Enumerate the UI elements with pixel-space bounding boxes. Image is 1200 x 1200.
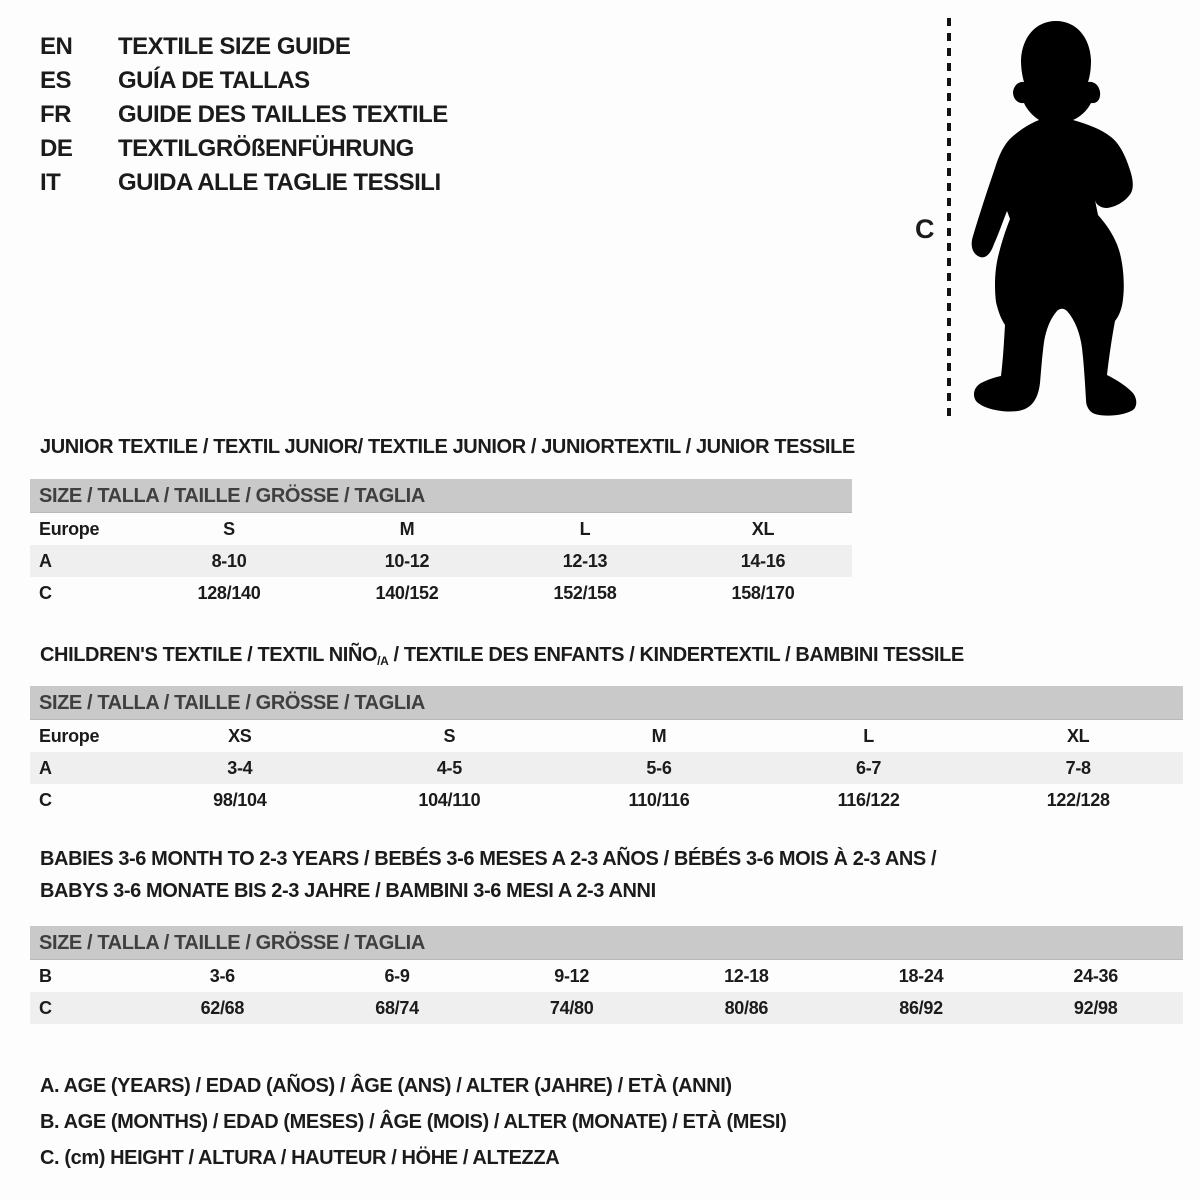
size-cell: 116/122 — [837, 789, 900, 810]
children-title-main: CHILDREN'S TEXTILE / TEXTIL NIÑO — [40, 644, 378, 666]
table-row-age-years — [30, 545, 852, 577]
size-cell: 110/116 — [628, 789, 690, 810]
size-cell: 74/80 — [549, 997, 594, 1018]
table-row-age-months — [30, 960, 1183, 992]
babies-size-table — [30, 926, 1183, 1024]
page-title-es: GUÍA DE TALLAS — [118, 67, 310, 94]
page-title-en: TEXTILE SIZE GUIDE — [118, 33, 351, 60]
size-cell: 128/140 — [197, 582, 261, 603]
row-label: Europe — [39, 518, 100, 539]
size-cell: 68/74 — [375, 997, 419, 1018]
row-label: A — [39, 757, 52, 778]
size-cell: 10-12 — [384, 550, 430, 571]
height-measure-label: C — [915, 214, 935, 244]
size-cell: 62/68 — [200, 997, 245, 1018]
toddler-silhouette-icon — [963, 14, 1140, 421]
language-row-en — [40, 30, 448, 64]
babies-title-line2: BABYS 3-6 MONATE BIS 2-3 JAHRE / BAMBINI 3-6 MESI A 2-3 ANNI — [40, 880, 656, 902]
table-row-europe — [30, 720, 1183, 752]
language-row-it — [40, 166, 448, 200]
size-cell: 140/152 — [375, 582, 439, 603]
language-code: IT — [40, 169, 61, 196]
row-label: C — [39, 997, 52, 1018]
size-cell: 8-10 — [211, 550, 247, 571]
size-table-header: SIZE / TALLA / TAILLE / GRÖSSE / TAGLIA — [30, 479, 852, 513]
size-cell: 98/104 — [213, 789, 267, 810]
legend-age-months: B. AGE (MONTHS) / EDAD (MESES) / ÂGE (MOIS) / ALTER (MONATE) / ETÀ (MESI) — [40, 1111, 787, 1133]
page-title-de: TEXTILGRÖßENFÜHRUNG — [118, 135, 414, 162]
children-size-table — [30, 686, 1183, 816]
size-cell: M — [399, 518, 415, 539]
page-title-fr: GUIDE DES TAILLES TEXTILE — [118, 101, 448, 128]
size-cell: 12-13 — [562, 550, 608, 571]
table-row-height — [30, 577, 852, 609]
size-table-header: SIZE / TALLA / TAILLE / GRÖSSE / TAGLIA — [30, 926, 1183, 960]
size-cell: 92/98 — [1073, 997, 1118, 1018]
size-cell: 24-36 — [1073, 965, 1118, 986]
language-row-es — [40, 64, 448, 98]
size-cell: 12-18 — [724, 965, 769, 986]
language-code: DE — [40, 135, 73, 162]
size-cell: 6-7 — [856, 757, 882, 778]
measure-legend — [40, 1068, 786, 1176]
size-cell: M — [651, 725, 667, 746]
size-cell: 122/128 — [1046, 789, 1110, 810]
legend-age-years: A. AGE (YEARS) / EDAD (AÑOS) / ÂGE (ANS) / ALTER (JAHRE) / ETÀ (ANNI) — [40, 1075, 732, 1097]
row-label: C — [39, 789, 52, 810]
size-cell: 86/92 — [899, 997, 943, 1018]
language-code: EN — [40, 33, 73, 60]
size-cell: 14-16 — [740, 550, 786, 571]
size-cell: XS — [228, 725, 252, 746]
table-row-age-years — [30, 752, 1183, 784]
size-cell: 158/170 — [731, 582, 795, 603]
size-cell: 9-12 — [554, 965, 590, 986]
size-cell: 152/158 — [553, 582, 617, 603]
junior-section-title: JUNIOR TEXTILE / TEXTIL JUNIOR/ TEXTILE JUNIOR / JUNIORTEXTIL / JUNIOR TESSILE — [40, 436, 855, 458]
size-cell: 104/110 — [418, 789, 481, 810]
size-cell: 4-5 — [436, 757, 462, 778]
row-label: A — [39, 550, 52, 571]
size-cell: 7-8 — [1065, 757, 1091, 778]
size-cell: S — [443, 725, 456, 746]
size-cell: L — [579, 518, 591, 539]
language-code: ES — [40, 67, 72, 94]
size-table-header: SIZE / TALLA / TAILLE / GRÖSSE / TAGLIA — [30, 686, 1183, 720]
size-cell: XL — [1066, 725, 1090, 746]
size-cell: 3-6 — [209, 965, 235, 986]
table-row-height — [30, 784, 1183, 816]
children-title-rest: / TEXTILE DES ENFANTS / KINDERTEXTIL / BAMBINI TESSILE — [388, 644, 964, 666]
language-row-de — [40, 132, 448, 166]
size-cell: S — [223, 518, 235, 539]
table-row-height — [30, 992, 1183, 1024]
size-cell: 80/86 — [724, 997, 769, 1018]
children-title-subscript: /A — [377, 654, 389, 668]
language-code: FR — [40, 101, 71, 128]
size-cell: L — [863, 725, 874, 746]
babies-section-title — [40, 843, 936, 907]
children-section-title — [40, 644, 964, 668]
row-label: B — [39, 965, 52, 986]
junior-size-table — [30, 479, 852, 609]
size-cell: 5-6 — [646, 757, 672, 778]
size-cell: XL — [751, 518, 775, 539]
size-cell: 6-9 — [384, 965, 410, 986]
size-cell: 18-24 — [898, 965, 944, 986]
height-measure-dashed-line — [947, 18, 951, 418]
legend-height: C. (cm) HEIGHT / ALTURA / HAUTEUR / HÖHE / ALTEZZA — [40, 1147, 560, 1169]
row-label: C — [39, 582, 52, 603]
table-row-europe — [30, 513, 852, 545]
size-cell: 3-4 — [227, 757, 253, 778]
language-title-list — [40, 30, 448, 200]
babies-title-line1: BABIES 3-6 MONTH TO 2-3 YEARS / BEBÉS 3-6 MESES A 2-3 AÑOS / BÉBÉS 3-6 MOIS À 2-3 ANS / — [40, 848, 937, 870]
row-label: Europe — [39, 725, 100, 746]
language-row-fr — [40, 98, 448, 132]
page-title-it: GUIDA ALLE TAGLIE TESSILI — [118, 169, 441, 196]
